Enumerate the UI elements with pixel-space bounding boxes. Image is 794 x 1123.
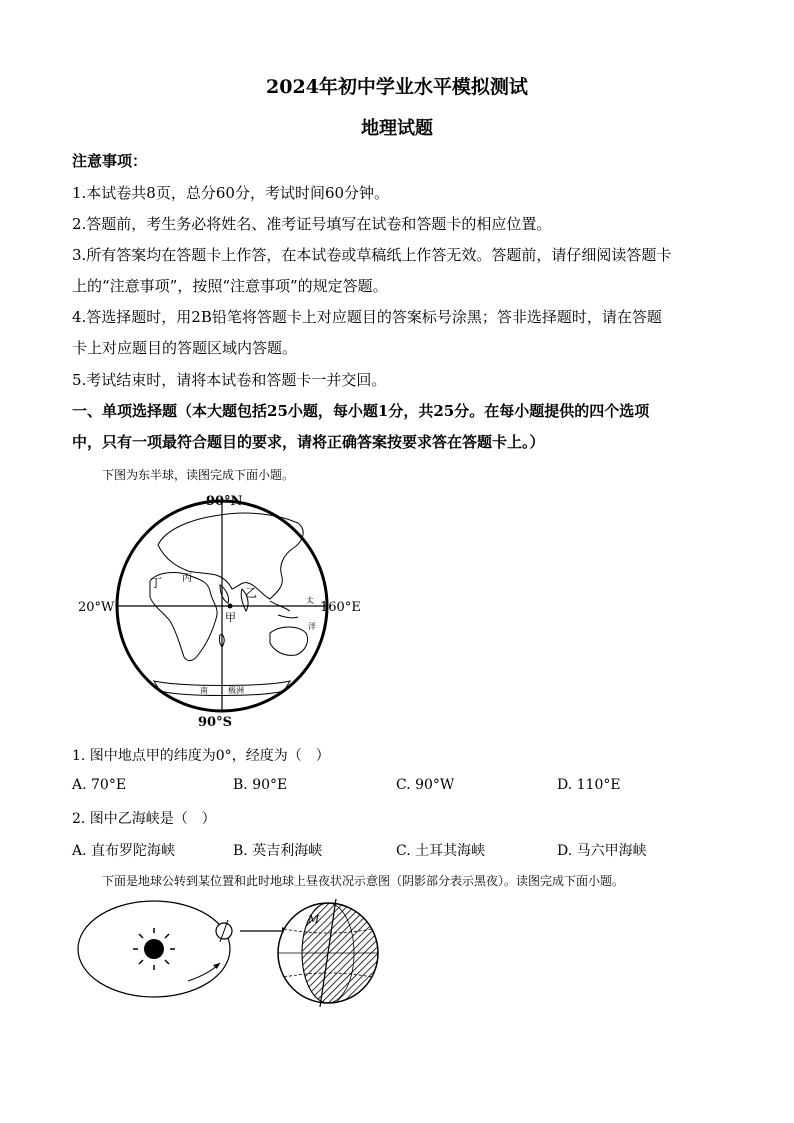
note-item-3: 3.所有答案均在答题卡上作答，在本试卷或草稿纸上作答无效。答题前，请仔细阅读答题卡 bbox=[72, 246, 672, 264]
figure2-caption: 下面是地球公转到某位置和此时地球上昼夜状况示意图（阴影部分表示黑夜）。读图完成下面小题。 bbox=[102, 874, 625, 888]
note-item-1: 1.本试卷共8页，总分60分，考试时间60分钟。 bbox=[72, 184, 390, 202]
question-2-option-d[interactable]: D. 马六甲海峡 bbox=[557, 843, 647, 859]
section1-line2: 中，只有一项最符合题目的要求，请将正确答案按要求答在答题卡上。） bbox=[72, 433, 545, 451]
label-yi: 乙 bbox=[245, 586, 258, 600]
note-item-3-cont: 上的“注意事项”，按照“注意事项”的规定答题。 bbox=[72, 277, 388, 295]
label-nan: 南 bbox=[200, 686, 208, 695]
label-m: M bbox=[308, 913, 320, 926]
label-bing: 丙 bbox=[182, 573, 192, 584]
question-2-option-c[interactable]: C. 土耳其海峡 bbox=[396, 843, 486, 859]
question-1-option-c[interactable]: C. 90°W bbox=[396, 777, 455, 793]
exam-subtitle: 地理试题 bbox=[361, 118, 433, 139]
section1-line1: 一、单项选择题（本大题包括25小题，每小题1分，共25分。在每小题提供的四个选项 bbox=[72, 402, 650, 420]
eastern-hemisphere-map bbox=[70, 485, 370, 730]
question-1-option-d[interactable]: D. 110°E bbox=[557, 777, 621, 793]
exam-title: 2024年初中学业水平模拟测试 bbox=[266, 76, 528, 98]
label-jia: 甲 bbox=[225, 611, 236, 624]
figure1-caption: 下图为东半球，读图完成下面小题。 bbox=[102, 468, 295, 482]
question-1-option-b[interactable]: B. 90°E bbox=[233, 777, 288, 793]
label-ding: 丁 bbox=[150, 576, 163, 590]
label-90n: 90°N bbox=[206, 494, 243, 509]
note-item-4: 4.答选择题时，用2B铅笔将答题卡上对应题目的答案标号涂黑；答非选择题时，请在答题 bbox=[72, 308, 662, 326]
earth-orbit-diagram bbox=[70, 893, 390, 1023]
question-2-option-a[interactable]: A. 直布罗陀海峡 bbox=[72, 843, 176, 859]
notes-heading: 注意事项： bbox=[72, 152, 148, 170]
question-1-stem: 1. 图中地点甲的纬度为0°，经度为（ ） bbox=[72, 748, 330, 764]
label-yang: 洋 bbox=[308, 622, 316, 631]
question-2-stem: 2. 图中乙海峡是（ ） bbox=[72, 811, 216, 827]
question-2-option-b[interactable]: B. 英吉利海峡 bbox=[233, 843, 323, 859]
label-90s: 90°S bbox=[198, 715, 232, 730]
note-item-2: 2.答题前，考生务必将姓名、准考证号填写在试卷和答题卡的相应位置。 bbox=[72, 215, 552, 233]
note-item-4-cont: 卡上对应题目的答题区域内答题。 bbox=[72, 339, 298, 357]
label-160e: 160°E bbox=[320, 600, 361, 615]
note-item-5: 5.考试结束时，请将本试卷和答题卡一并交回。 bbox=[72, 371, 387, 389]
question-1-option-a[interactable]: A. 70°E bbox=[72, 777, 127, 793]
label-antarctica: 极洲 bbox=[228, 686, 244, 695]
label-20w: 20°W bbox=[78, 600, 115, 615]
label-tai: 太 bbox=[306, 596, 314, 605]
